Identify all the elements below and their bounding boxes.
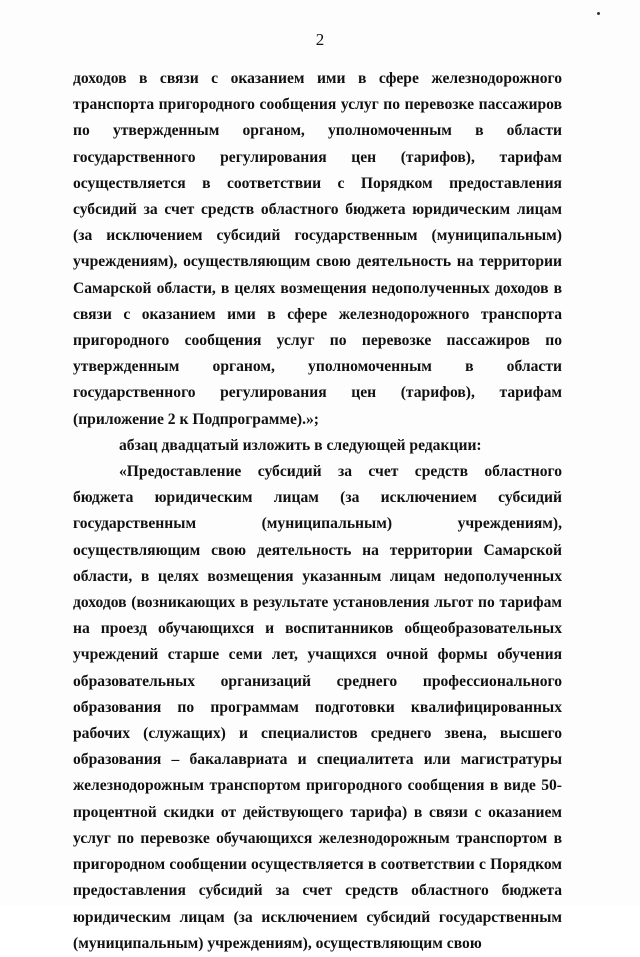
document-body	[73, 66, 562, 957]
paragraph-continuation: доходов в связи с оказанием ими в сфере железнодорожного транспорта пригородного сообщения услуг по перевозке пассажиров по утвержденным органом, уполномоченным в области государственного регулирования цен (тарифов), тарифам осуществляется в соответствии с Порядком предоставления субсидий за счет средств областного бюджета юридическим лицам (за исключением субсидий государственным (муниципальным) учреждениям), осуществляющим свою деятельность на территории Самарской области, в целях возмещения недополученных доходов в связи с оказанием ими в сфере железнодорожного транспорта пригородного сообщения услуг по перевозке пассажиров по утвержденным органом, уполномоченным в области государственного регулирования цен (тарифов), тарифам (приложение 2 к Подпрограмме).»;	[73, 70, 562, 428]
paragraph-instruction: абзац двадцатый изложить в следующей редакции:	[119, 436, 482, 454]
page-number: 2	[315, 30, 325, 49]
scan-speck	[597, 12, 600, 15]
paragraph-new-wording: «Предоставление субсидий за счет средств областного бюджета юридическим лицам (за исключением субсидий государственным (муниципальным) учреждениям), осуществляющим свою деятельность на территории Самарской области, в целях возмещения указанным лицам недополученных доходов (возникающих в результате установления льгот по тарифам на проезд обучающихся и воспитанников общеобразовательных учреждений старше семи лет, учащихся очной формы обучения образовательных организаций среднего профессионального образования по программам подготовки квалифицированных рабочих (служащих) и специалистов среднего звена, высшего образования – бакалавриата и специалитета или магистратуры железнодорожным транспортом пригородного сообщения в виде 50-процентной скидки от действующего тарифа) в связи с оказанием услуг по перевозке обучающихся железнодорожным транспортом в пригородном сообщении осуществляется в соответствии с Порядком предоставления субсидий за счет средств областного бюджета юридическим лицам (за исключением субсидий государственным (муниципальным) учреждениям), осуществляющим свою	[73, 463, 562, 952]
